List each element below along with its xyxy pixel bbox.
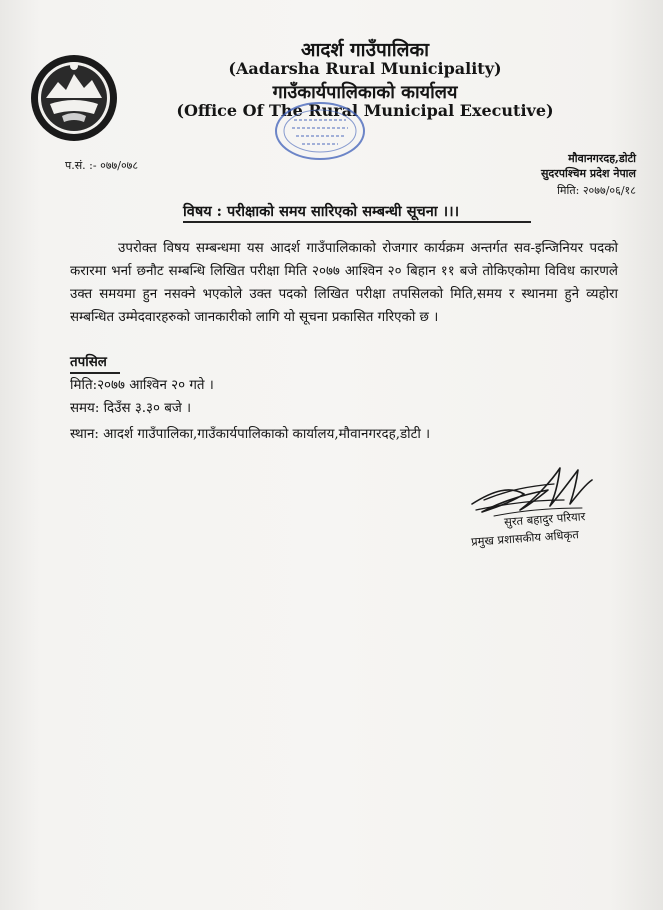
office-name-nepali: गाउँकार्यपालिकाको कार्यालय — [272, 82, 458, 103]
notice-body: उपरोक्त विषय सम्बन्धमा यस आदर्श गाउँपालिकाको रोजगार कार्यक्रम अन्तर्गत सव-इन्जिनियर पदको करारमा भर्ना छनौट सम्बन्धि लिखित परीक्षा मिति २०७७ आश्विन २० बिहान ११ बजे तोकिएकोमा विविध कारणले उक्त समयमा हुन नसक्ने भएकोले उक्त पदको लिखित परीक्षा तपसिलको मिति,समय र स्थानमा हुने व्यहोरा सम्बन्धित उम्मेदवारहरुको जानकारीको लागि यो सूचना प्रकासित गरिएको छ । — [70, 241, 618, 325]
office-stamp-icon — [272, 100, 368, 162]
office-name-english: (Office Of The Rural Municipal Executive) — [176, 101, 554, 120]
subject-underline — [183, 221, 531, 223]
exam-date: मिति:२०७७ आश्विन २० गते । — [70, 378, 214, 393]
address-line-1: मौवानगरदह,डोटी — [568, 152, 636, 165]
nepal-government-emblem-icon — [28, 52, 120, 144]
address-line-2: सुदरपश्चिम प्रदेश नेपाल — [540, 167, 636, 180]
details-heading-underline — [70, 372, 120, 374]
issue-date: मिति: २०७७/०६/१८ — [557, 184, 636, 197]
subject-line: विषय : परीक्षाको समय सारिएको सम्बन्धी सूचना ।।। — [183, 203, 460, 220]
signatory-name: सुरत बहादुर परियार — [503, 509, 586, 529]
municipality-name-nepali: आदर्श गाउँपालिका — [300, 39, 430, 61]
signatory-title: प्रमुख प्रशासकीय अधिकृत — [470, 527, 580, 549]
municipality-name-english: (Aadarsha Rural Municipality) — [228, 59, 502, 78]
exam-time: समय: दिउँस ३.३० बजे । — [70, 401, 192, 416]
reference-number: प.सं. :- ०७७/०७८ — [65, 159, 139, 172]
details-heading: तपसिल — [70, 354, 107, 370]
exam-place: स्थान: आदर्श गाउँपालिका,गाउँकार्यपालिकाको कार्यालय,मौवानगरदह,डोटी । — [70, 427, 431, 442]
